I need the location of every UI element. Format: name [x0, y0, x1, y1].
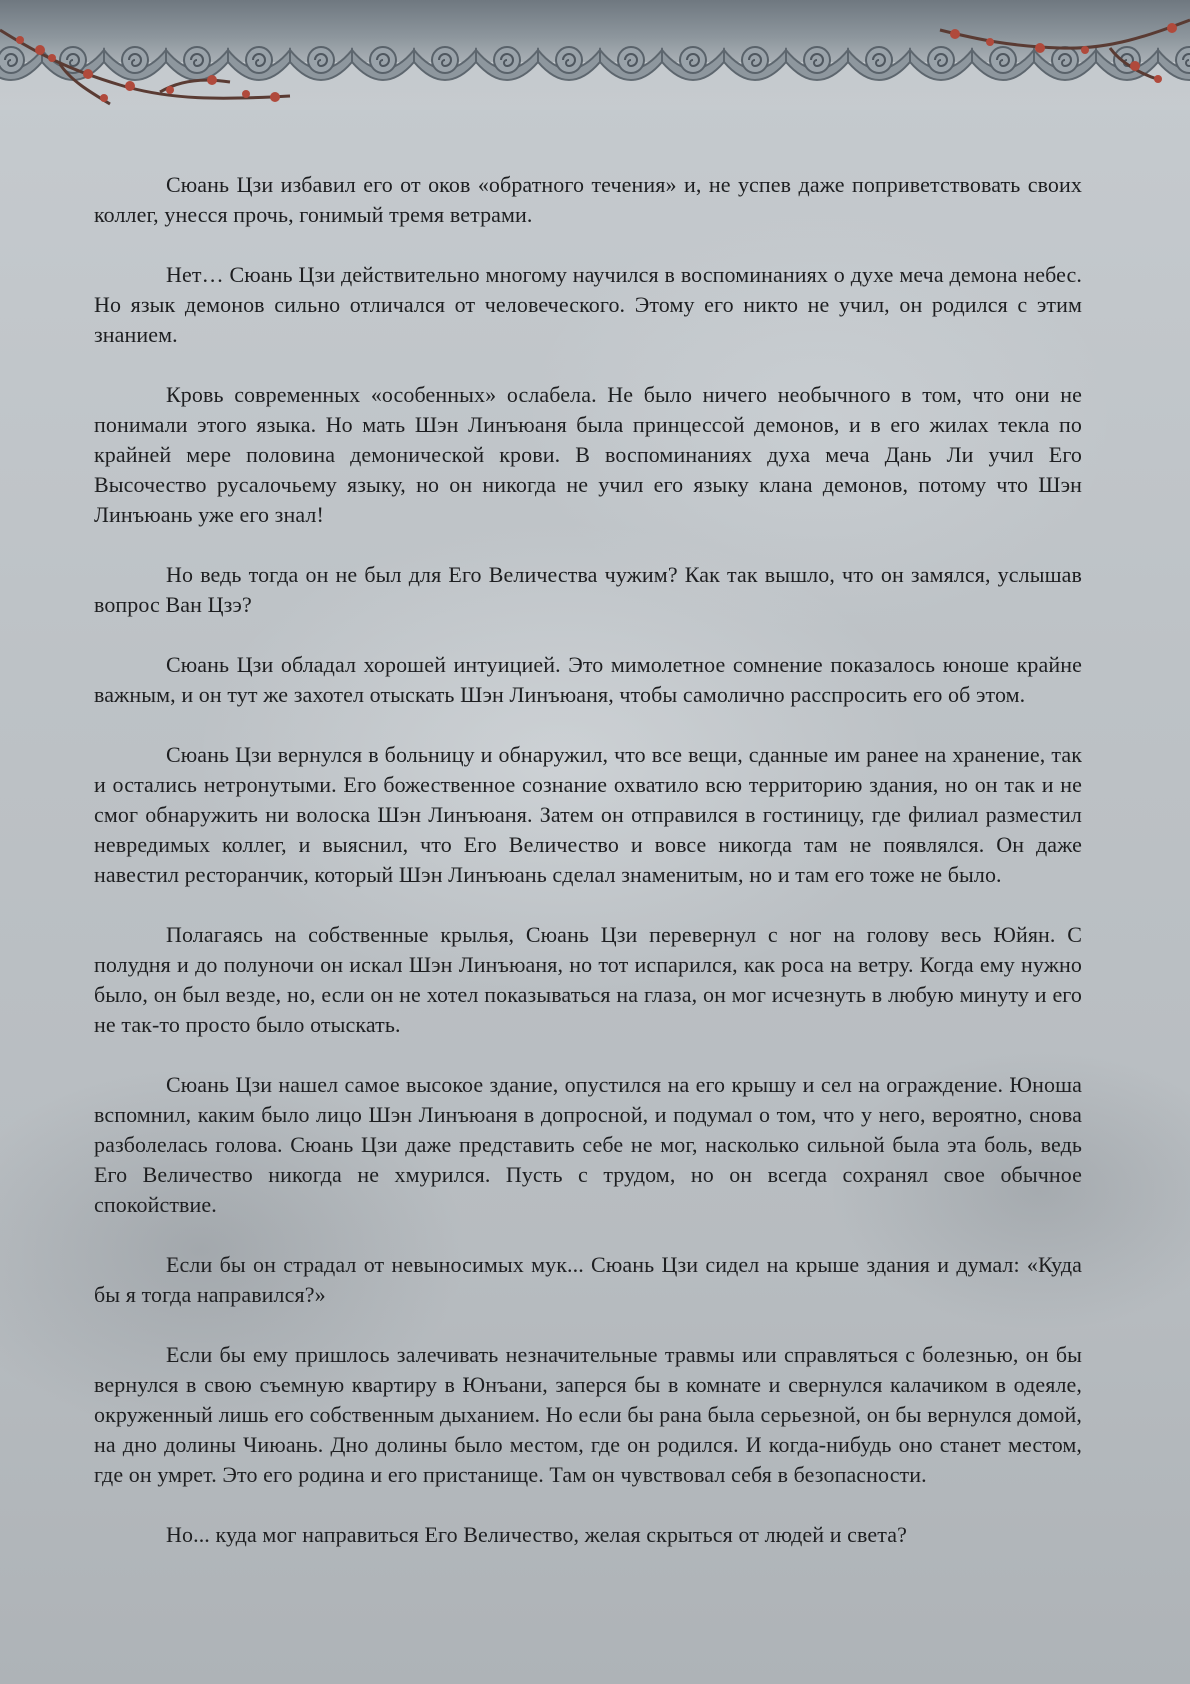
roof-tiles-decoration: [0, 0, 1190, 110]
paragraph-1: Сюань Цзи избавил его от оков «обратного течения» и, не успев даже поприветствовать своих коллег, унесся прочь, гонимый тремя ветрами.: [94, 172, 1082, 227]
paragraph-8: Сюань Цзи нашел самое высокое здание, опустился на его крышу и сел на ограждение. Юноша вспомнил, каким было лицо Шэн Линъюаня в допросной, и подумал о том, что у него, вероятно, снова разболелась голова. Сюань Цзи даже представить себе не мог, насколько сильной была эта боль, ведь Его Величество никогда не хмурился. Пусть с трудом, но он всегда сохранял свое обычное спокойствие.: [94, 1072, 1082, 1217]
paragraph-2: Нет… Сюань Цзи действительно многому научился в воспоминаниях о духе меча демона небес. Но язык демонов сильно отличался от человеческого. Этому его никто не учил, он родился с этим знанием.: [94, 262, 1082, 347]
paragraph-11: Но... куда мог направиться Его Величество, желая скрыться от людей и света?: [166, 1522, 907, 1547]
document-body: [94, 170, 1082, 1580]
paragraph-10: Если бы ему пришлось залечивать незначительные травмы или справляться с болезнью, он бы вернулся в свою съемную квартиру в Юнъани, заперся бы в комнате и свернулся калачиком в одеяле, окруженный лишь его собственным дыханием. Но если бы рана была серьезной, он бы вернулся домой, на дно долины Чиюань. Дно долины было местом, где он родился. И когда-нибудь оно станет местом, где он умрет. Это его родина и его пристанище. Там он чувствовал себя в безопасности.: [94, 1342, 1082, 1487]
tile-end-disc: [0, 47, 24, 73]
paragraph-3: Кровь современных «особенных» ослабела. Не было ничего необычного в том, что они не понимали этого языка. Но мать Шэн Линъюаня была принцессой демонов, и в его жилах текла по крайней мере половина демонической крови. В воспоминаниях духа меча Дань Ли учил Его Высочество русалочьему языку, но он никогда не учил его языку клана демонов, потому что Шэн Линъюань уже его знал!: [94, 382, 1082, 527]
paragraph-5: Сюань Цзи обладал хорошей интуицией. Это мимолетное сомнение показалось юноше крайне важным, и он тут же захотел отыскать Шэн Линъюаня, чтобы самолично расспросить его об этом.: [94, 652, 1082, 707]
paragraph-9: Если бы он страдал от невыносимых мук... Сюань Цзи сидел на крыше здания и думал: «Куда бы я тогда направился?»: [94, 1252, 1082, 1307]
paragraph-4: Но ведь тогда он не был для Его Величества чужим? Как так вышло, что он замялся, услышав вопрос Ван Цзэ?: [94, 562, 1082, 617]
paragraph-7: Полагаясь на собственные крылья, Сюань Цзи перевернул с ног на голову весь Юйян. С полудня и до полуночи он искал Шэн Линъюаня, но тот испарился, как роса на ветру. Когда ему нужно было, он был везде, но, если он не хотел показываться на глаза, он мог исчезнуть в любую минуту и его не так-то просто было отыскать.: [94, 922, 1082, 1037]
paragraph-6: Сюань Цзи вернулся в больницу и обнаружил, что все вещи, сданные им ранее на хранение, так и остались нетронутыми. Его божественное сознание охватило всю территорию здания, но он так и не смог обнаружить ни волоска Шэн Линъюаня. Затем он отправился в гостиницу, где филиал разместил невредимых коллег, и выяснил, что Его Величество и вовсе никогда там не появлялся. Он даже навестил ресторанчик, который Шэн Линъюань сделал знаменитым, но и там его тоже не было.: [94, 742, 1082, 887]
